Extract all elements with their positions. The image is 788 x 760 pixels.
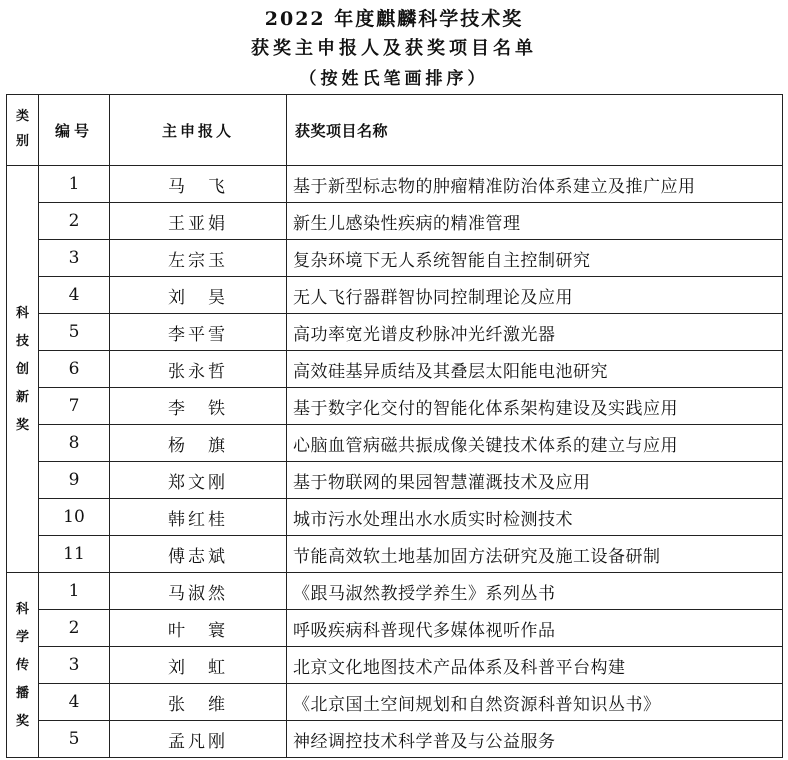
number-cell: 4 (39, 684, 110, 721)
table-row (7, 314, 783, 351)
number-cell: 3 (39, 240, 110, 277)
project-cell: 无人飞行器群智协同控制理论及应用 (287, 277, 783, 314)
project-cell: 《跟马淑然教授学养生》系列丛书 (287, 573, 783, 610)
applicant-cell: 孟凡刚 (110, 721, 287, 758)
project-cell: 神经调控技术科学普及与公益服务 (287, 721, 783, 758)
column-header-category-text: 类 别 (15, 109, 29, 149)
table-row (7, 536, 783, 573)
table-row (7, 166, 783, 203)
project-cell: 基于新型标志物的肿瘤精准防治体系建立及推广应用 (287, 166, 783, 203)
applicant-cell: 韩红桂 (110, 499, 287, 536)
applicant-cell: 叶 寰 (110, 610, 287, 647)
table-body (7, 166, 783, 758)
table-row (7, 573, 783, 610)
number-cell: 7 (39, 388, 110, 425)
project-cell: 心脑血管病磁共振成像关键技术体系的建立与应用 (287, 425, 783, 462)
document-title: 2022 年度麒麟科学技术奖 (264, 8, 524, 30)
applicant-cell: 郑文刚 (110, 462, 287, 499)
number-cell: 4 (39, 277, 110, 314)
table-row (7, 240, 783, 277)
table-row (7, 684, 783, 721)
table-row (7, 388, 783, 425)
number-cell: 6 (39, 351, 110, 388)
project-cell: 基于数字化交付的智能化体系架构建设及实践应用 (287, 388, 783, 425)
number-cell: 5 (39, 314, 110, 351)
project-cell: 城市污水处理出水水质实时检测技术 (287, 499, 783, 536)
table-row (7, 721, 783, 758)
applicant-cell: 李平雪 (110, 314, 287, 351)
number-cell: 1 (39, 166, 110, 203)
applicant-cell: 左宗玉 (110, 240, 287, 277)
applicant-cell: 刘 虹 (110, 647, 287, 684)
project-cell: 新生儿感染性疾病的精准管理 (287, 203, 783, 240)
applicant-cell: 李 铁 (110, 388, 287, 425)
number-cell: 8 (39, 425, 110, 462)
table-row (7, 462, 783, 499)
table-row (7, 203, 783, 240)
table-row (7, 647, 783, 684)
project-cell: 节能高效软土地基加固方法研究及施工设备研制 (287, 536, 783, 573)
applicant-cell: 马淑然 (110, 573, 287, 610)
column-header-number: 编号 (39, 95, 110, 166)
project-cell: 高功率宽光谱皮秒脉冲光纤激光器 (287, 314, 783, 351)
number-cell: 5 (39, 721, 110, 758)
category-cell: 科 技 创 新 奖 (7, 166, 39, 573)
number-cell: 2 (39, 610, 110, 647)
document-subtitle: 获奖主申报人及获奖项目名单 (251, 38, 537, 59)
number-cell: 1 (39, 573, 110, 610)
project-cell: 北京文化地图技术产品体系及科普平台构建 (287, 647, 783, 684)
category-cell: 科 学 传 播 奖 (7, 573, 39, 758)
applicant-cell: 傅志斌 (110, 536, 287, 573)
project-cell: 呼吸疾病科普现代多媒体视听作品 (287, 610, 783, 647)
applicant-cell: 张永哲 (110, 351, 287, 388)
project-cell: 基于物联网的果园智慧灌溉技术及应用 (287, 462, 783, 499)
table-row (7, 351, 783, 388)
table-header-row (7, 95, 783, 166)
table-row (7, 499, 783, 536)
table-row (7, 425, 783, 462)
sort-note: （按姓氏笔画排序） (299, 69, 489, 89)
applicant-cell: 杨 旗 (110, 425, 287, 462)
applicant-cell: 马 飞 (110, 166, 287, 203)
number-cell: 2 (39, 203, 110, 240)
column-header-category (7, 95, 39, 166)
column-header-applicant: 主申报人 (110, 95, 287, 166)
project-cell: 高效硅基异质结及其叠层太阳能电池研究 (287, 351, 783, 388)
table-row (7, 277, 783, 314)
applicant-cell: 刘 昊 (110, 277, 287, 314)
number-cell: 3 (39, 647, 110, 684)
column-header-project: 获奖项目名称 (287, 95, 783, 166)
project-cell: 《北京国土空间规划和自然资源科普知识丛书》 (287, 684, 783, 721)
project-cell: 复杂环境下无人系统智能自主控制研究 (287, 240, 783, 277)
applicant-cell: 张 维 (110, 684, 287, 721)
applicant-cell: 王亚娟 (110, 203, 287, 240)
table-row (7, 610, 783, 647)
awards-table (6, 94, 783, 758)
number-cell: 11 (39, 536, 110, 573)
number-cell: 9 (39, 462, 110, 499)
number-cell: 10 (39, 499, 110, 536)
